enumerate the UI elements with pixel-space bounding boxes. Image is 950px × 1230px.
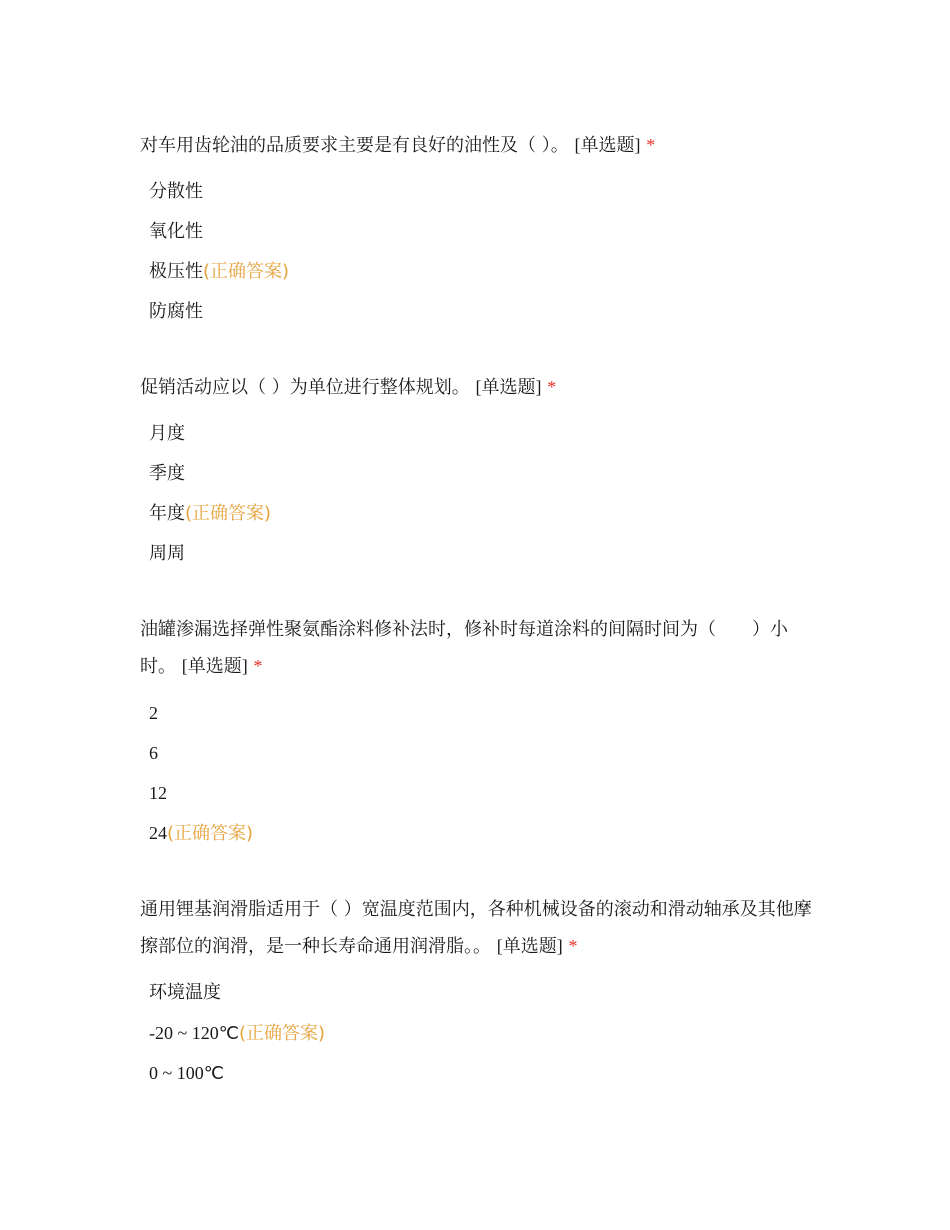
option-item[interactable] bbox=[140, 733, 820, 773]
question-1 bbox=[140, 127, 820, 332]
required-mark: * bbox=[253, 656, 263, 676]
option-label: 氧化性 bbox=[149, 221, 203, 242]
options-list bbox=[140, 693, 820, 853]
question-stem: 通用锂基润滑脂适用于（ ）宽温度范围内，各种机械设备的滚动和滑动轴承及其他摩擦部位的润滑，是一种长寿命通用润滑脂。。 bbox=[140, 899, 812, 957]
question-type-label: [单选题] bbox=[496, 936, 563, 956]
option-label: 6 bbox=[149, 743, 158, 763]
question-3 bbox=[140, 611, 820, 853]
question-text bbox=[140, 891, 820, 965]
question-text bbox=[140, 369, 820, 406]
question-stem: 油罐渗漏选择弹性聚氨酯涂料修补法时，修补时每道涂料的间隔时间为（ ）小时。 bbox=[140, 619, 788, 677]
option-item[interactable] bbox=[140, 534, 820, 574]
option-item-correct[interactable] bbox=[140, 252, 820, 292]
option-item[interactable] bbox=[140, 292, 820, 332]
correct-answer-tag: (正确答案) bbox=[238, 1023, 325, 1044]
correct-answer-tag: (正确答案) bbox=[185, 503, 272, 524]
correct-answer-tag: (正确答案) bbox=[167, 823, 254, 844]
option-item[interactable] bbox=[140, 693, 820, 733]
correct-answer-tag: (正确答案) bbox=[203, 261, 290, 282]
option-item[interactable] bbox=[140, 973, 820, 1013]
option-item[interactable] bbox=[140, 773, 820, 813]
option-item-correct[interactable] bbox=[140, 494, 820, 534]
option-label: 周周 bbox=[149, 543, 185, 564]
option-item-correct[interactable] bbox=[140, 813, 820, 853]
options-list bbox=[140, 172, 820, 332]
option-item[interactable] bbox=[140, 212, 820, 252]
option-label: 防腐性 bbox=[149, 301, 203, 322]
question-text bbox=[140, 127, 820, 164]
option-item[interactable] bbox=[140, 414, 820, 454]
option-item[interactable] bbox=[140, 1053, 820, 1093]
option-label: 0 ~ 100℃ bbox=[149, 1063, 224, 1083]
option-label: 24 bbox=[149, 823, 167, 843]
option-label: 季度 bbox=[149, 463, 185, 484]
option-label: 月度 bbox=[149, 423, 185, 444]
question-type-label: [单选题] bbox=[181, 656, 248, 676]
question-4 bbox=[140, 891, 820, 1093]
option-label: 12 bbox=[149, 783, 167, 803]
question-text bbox=[140, 611, 820, 685]
option-label: 极压性 bbox=[149, 261, 203, 282]
options-list bbox=[140, 973, 820, 1093]
question-stem: 促销活动应以（ ）为单位进行整体规划。 bbox=[140, 377, 470, 398]
option-label: 环境温度 bbox=[149, 982, 221, 1003]
option-item[interactable] bbox=[140, 172, 820, 212]
required-mark: * bbox=[568, 936, 578, 956]
option-label: -20 ~ 120℃ bbox=[149, 1023, 239, 1043]
option-label: 分散性 bbox=[149, 181, 203, 202]
option-item[interactable] bbox=[140, 454, 820, 494]
option-label: 年度 bbox=[149, 503, 185, 524]
required-mark: * bbox=[646, 135, 656, 155]
question-2 bbox=[140, 369, 820, 574]
options-list bbox=[140, 414, 820, 574]
option-label: 2 bbox=[149, 703, 158, 723]
required-mark: * bbox=[547, 377, 557, 397]
option-item-correct[interactable] bbox=[140, 1013, 820, 1053]
question-type-label: [单选题] bbox=[574, 135, 641, 155]
question-stem: 对车用齿轮油的品质要求主要是有良好的油性及（ ）。 bbox=[140, 135, 569, 156]
question-type-label: [单选题] bbox=[475, 377, 542, 397]
